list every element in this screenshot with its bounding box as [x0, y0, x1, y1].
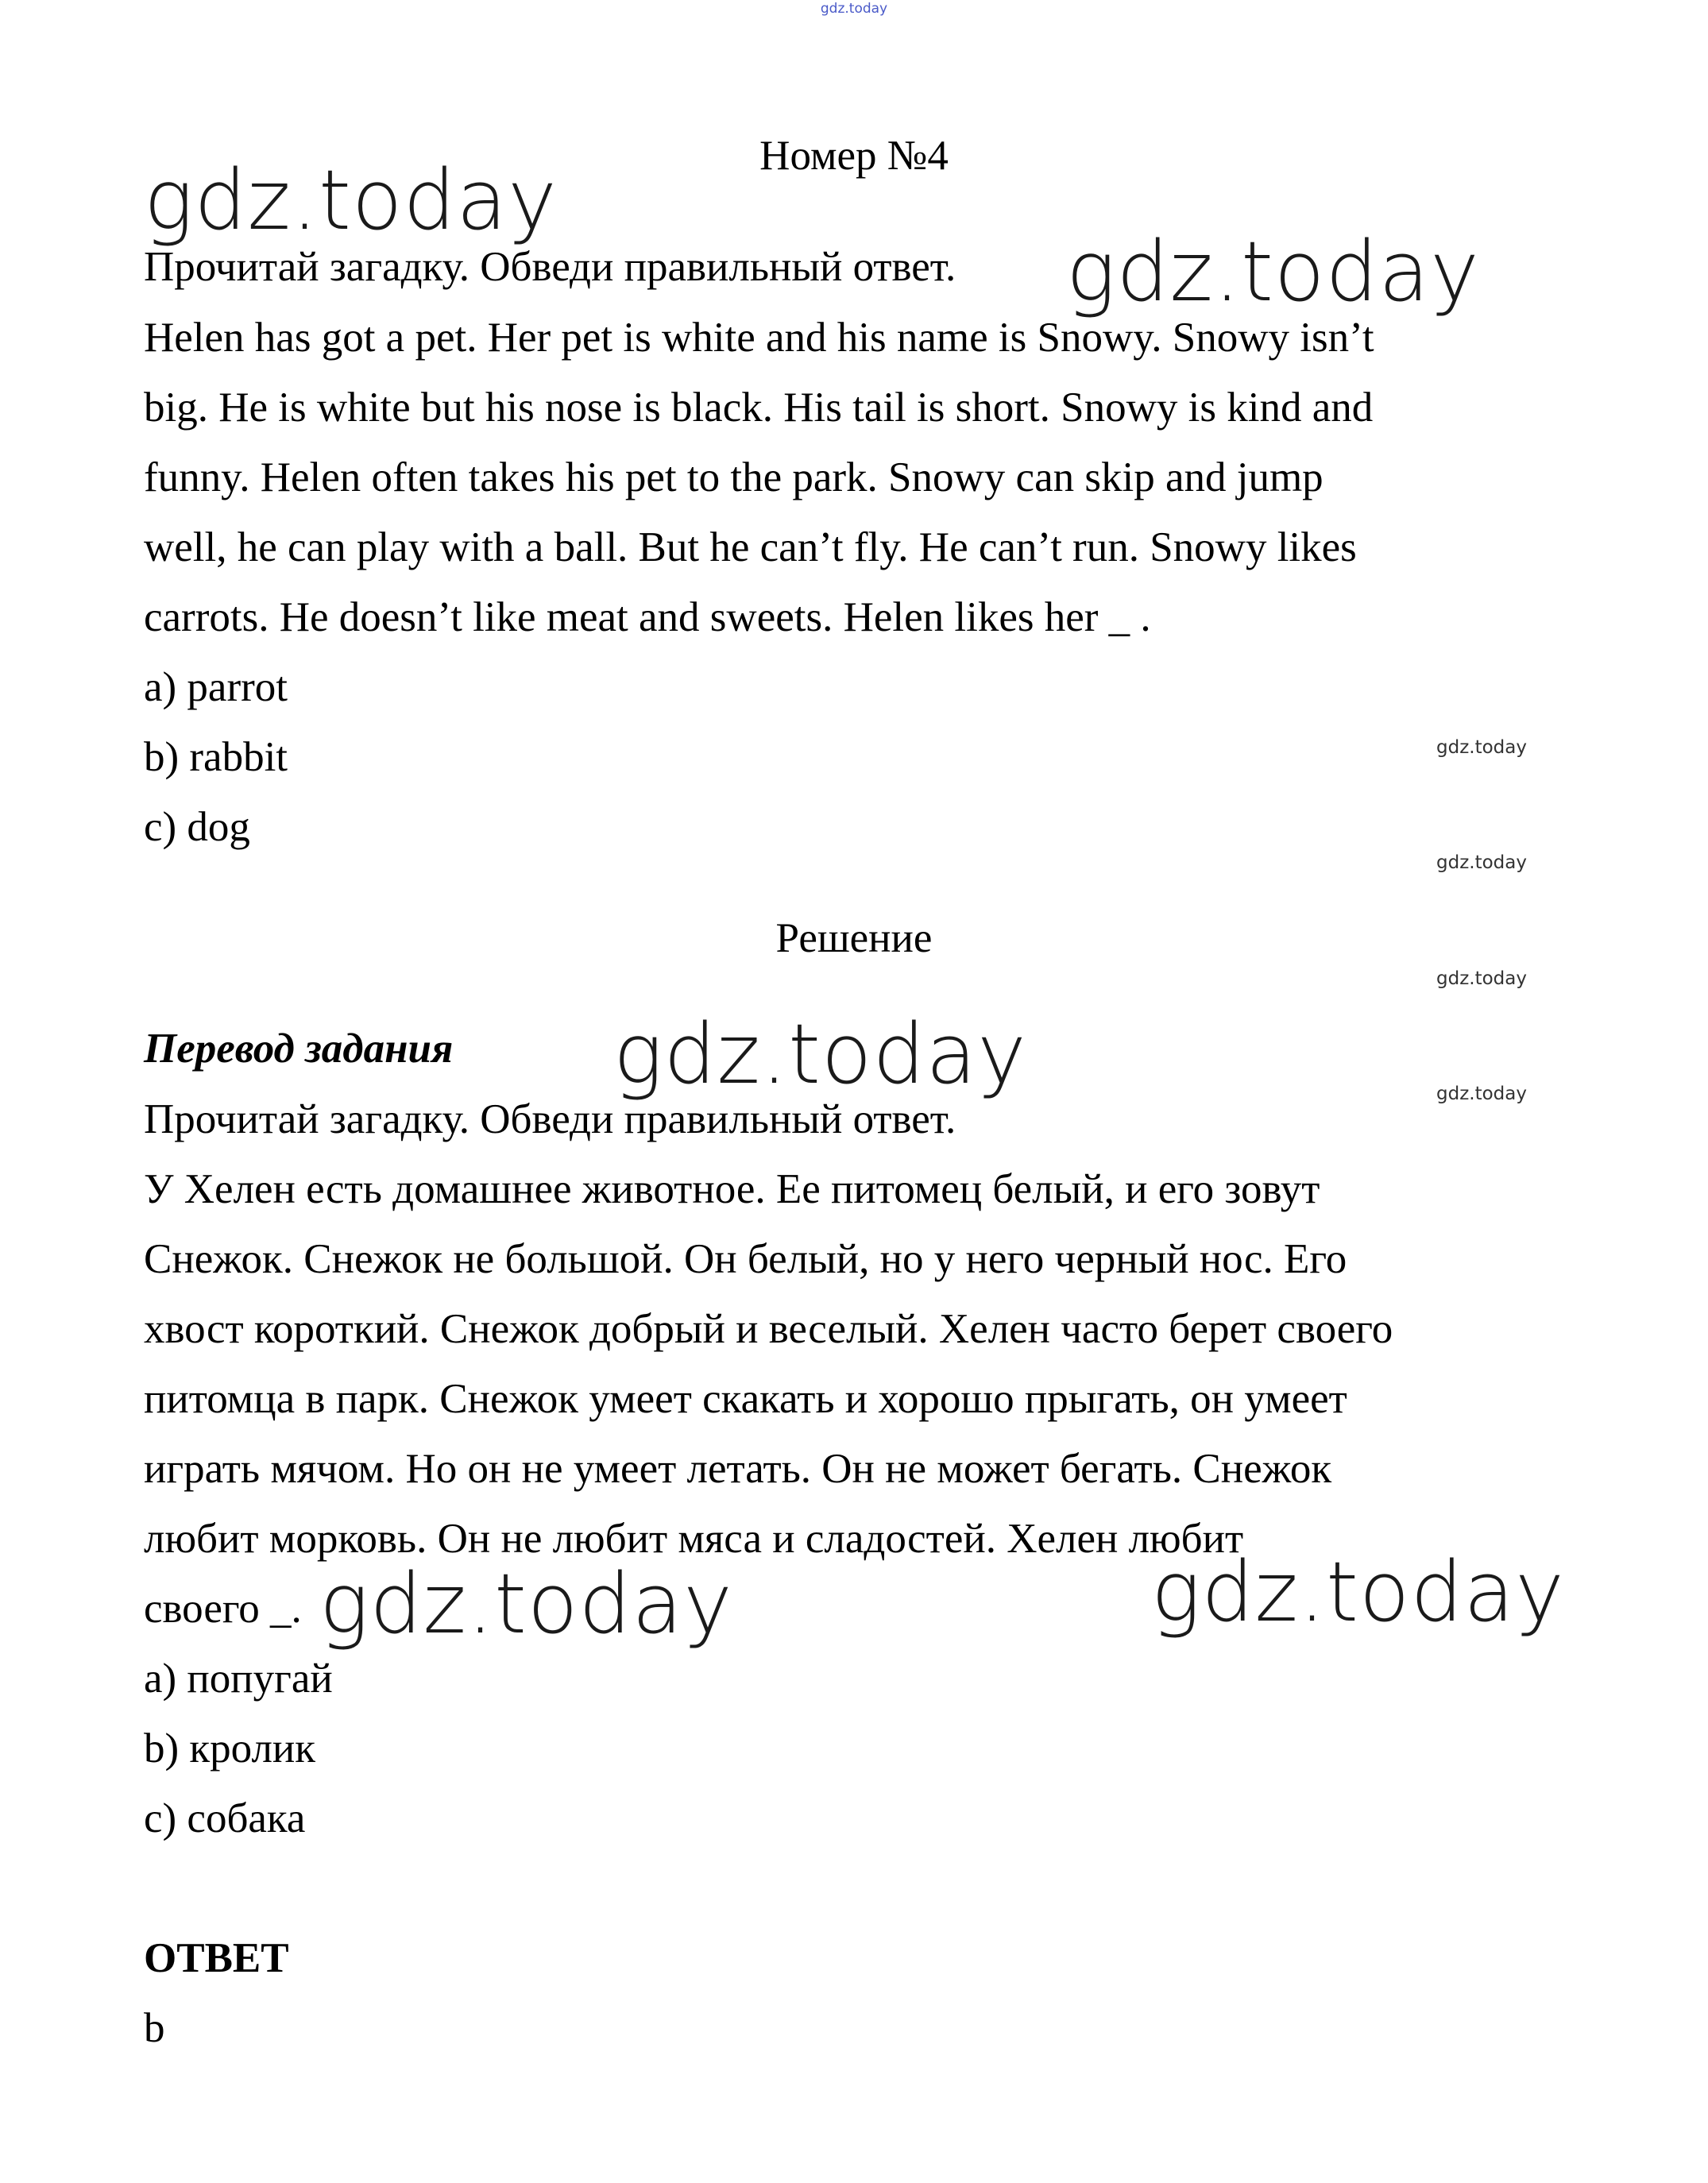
watermark: gdz.today — [1066, 223, 1480, 320]
task-instruction: Прочитай загадку. Обведи правильный ответ. — [144, 244, 956, 290]
task-text-line: big. He is white but his nose is black. His tail is short. Snowy is kind and — [144, 384, 1374, 431]
watermark: gdz.today — [1436, 852, 1527, 873]
translation-text-line: Снежок. Снежок не большой. Он белый, но у него черный нос. Его — [144, 1236, 1347, 1282]
page-title: Номер №4 — [759, 133, 949, 179]
solution-heading: Решение — [775, 915, 933, 961]
task-text-line: funny. Helen often takes his pet to the park. Snowy can skip and jump — [144, 454, 1324, 500]
task-option-b: b) rabbit — [144, 734, 288, 780]
answer-heading: ОТВЕТ — [144, 1935, 289, 1981]
translation-text-line: хвост короткий. Снежок добрый и веселый. Хелен часто берет своего — [144, 1306, 1393, 1352]
translation-heading: Перевод задания — [144, 1026, 454, 1072]
task-text-line: carrots. He doesn’t like meat and sweets. Helen likes her _ . — [144, 594, 1151, 640]
translation-text-line: играть мячом. Но он не умеет летать. Он не может бегать. Снежок — [144, 1446, 1332, 1492]
answer-value: b — [144, 2005, 165, 2051]
watermark: gdz.today — [144, 152, 558, 249]
translation-text-line: своего _. — [144, 1586, 302, 1632]
translation-option-a: a) попугай — [144, 1656, 333, 1702]
watermark: gdz.today — [1436, 1084, 1527, 1104]
top-watermark: gdz.today — [820, 1, 888, 17]
watermark: gdz.today — [1436, 968, 1527, 989]
task-text-line: well, he can play with a ball. But he can’t fly. He can’t run. Snowy likes — [144, 524, 1357, 570]
translation-instruction: Прочитай загадку. Обведи правильный ответ. — [144, 1096, 956, 1142]
translation-text-line: питомца в парк. Снежок умеет скакать и хорошо прыгать, он умеет — [144, 1376, 1347, 1422]
watermark: gdz.today — [1436, 737, 1527, 758]
task-option-c: c) dog — [144, 804, 250, 850]
watermark: gdz.today — [319, 1555, 733, 1652]
translation-option-c: c) собака — [144, 1795, 306, 1841]
task-option-a: a) parrot — [144, 664, 288, 710]
translation-option-b: b) кролик — [144, 1725, 316, 1772]
translation-text-line: любит морковь. Он не любит мяса и сладостей. Хелен любит — [144, 1516, 1244, 1562]
task-text-line: Helen has got a pet. Her pet is white and his name is Snowy. Snowy isn’t — [144, 315, 1374, 361]
watermark: gdz.today — [613, 1006, 1027, 1103]
watermark: gdz.today — [1151, 1544, 1565, 1640]
translation-text-line: У Хелен есть домашнее животное. Ее питомец белый, и его зовут — [144, 1166, 1320, 1212]
